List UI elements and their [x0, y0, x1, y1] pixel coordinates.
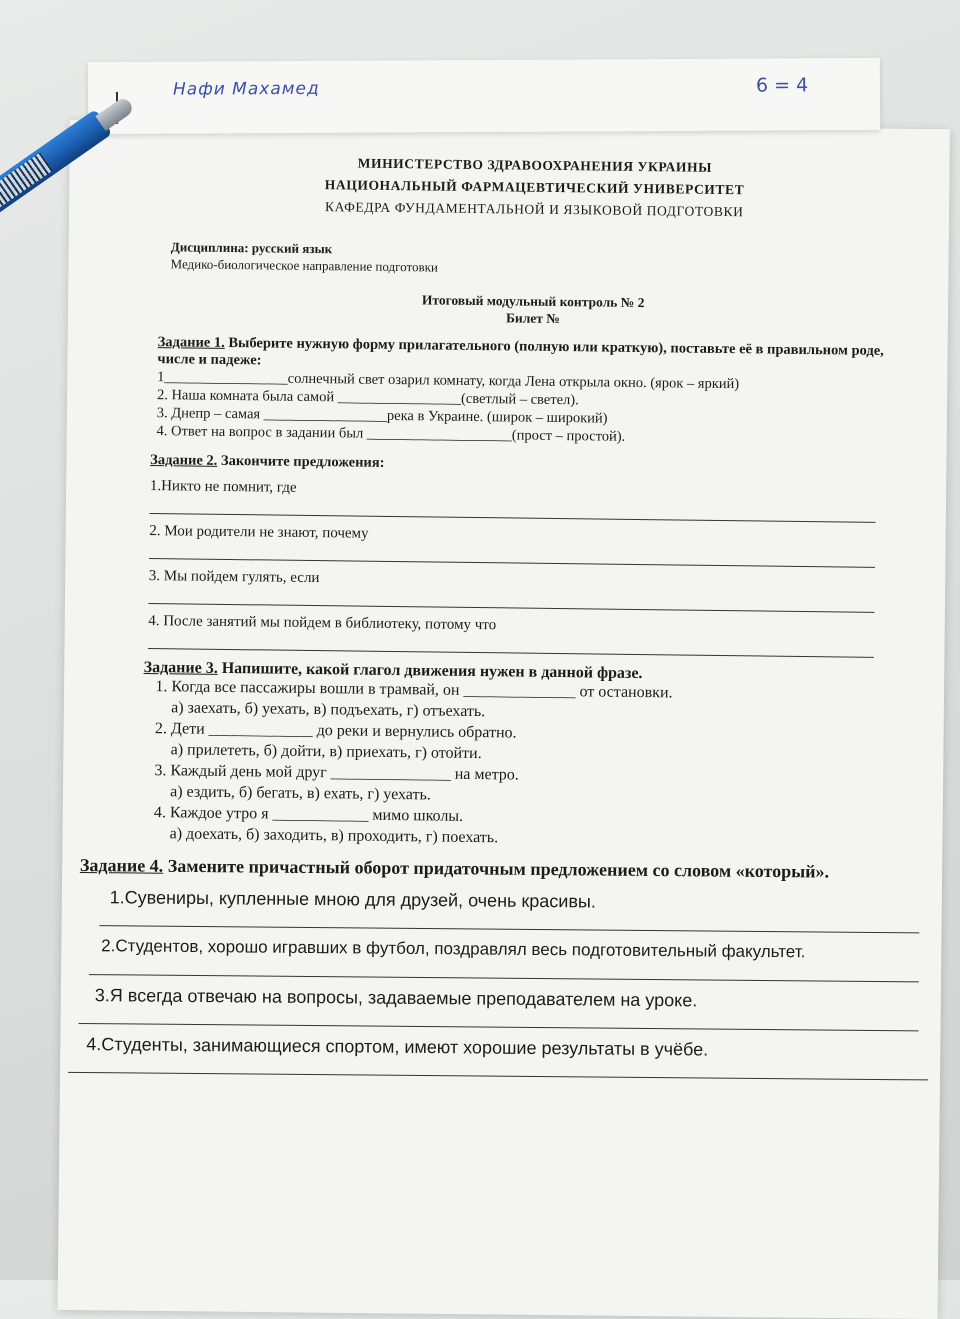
task4-item: 3.Я всегда отвечаю на вопросы, задаваемые преподавателем на уроке. [94, 985, 698, 1011]
task4-num: Задание 4. [79, 854, 164, 876]
grade-note: 6 = 4 [755, 74, 809, 97]
direction-label: Медико-биологическое направление подготовки [170, 256, 439, 275]
task4-item: 1.Сувениры, купленные мною для друзей, очень красивы. [109, 887, 596, 912]
student-name: Нафи Махамед [172, 78, 320, 100]
discipline-label: Дисциплина: русский язык [170, 239, 333, 257]
task1-item: 1_________________солнечный свет озарил комнату, когда Лена открыла окно. (ярок – яркий) [157, 369, 740, 393]
university-title: НАЦИОНАЛЬНЫЙ ФАРМАЦЕВТИЧЕСКИЙ УНИВЕРСИТЕТ [324, 177, 745, 198]
task3-options: а) доехать, б) заходить, в) проходить, г) поехать. [169, 825, 499, 847]
task2-item: 4. После занятий мы пойдем в библиотеку, потому что [148, 613, 497, 634]
task1-item: 2. Наша комната была самой _________________(светлый – светел). [156, 387, 579, 409]
task3-options: а) заехать, б) уехать, в) подъехать, г) отъехать. [171, 699, 486, 721]
ministry-title: МИНИСТЕРСТВО ЗДРАВООХРАНЕНИЯ УКРАИНЫ [357, 155, 713, 175]
task3-question: 4. Каждое утро я ____________ мимо школы. [153, 804, 464, 825]
task4-item: 2.Студентов, хорошо игравших в футбол, поздравлял весь подготовительный факультет. [101, 936, 806, 962]
task3-question: 1. Когда все пассажиры вошли в трамвай, он ______________ от остановки. [155, 678, 673, 702]
task1-item: 4. Ответ на вопрос в задании был ____________________(прост – простой). [156, 423, 626, 445]
pen-tip [95, 96, 135, 131]
task4-text: Замените причастный оборот придаточным предложением со словом «который». [167, 855, 830, 882]
task4 [78, 854, 930, 1080]
task1-item: 3. Днепр – самая _________________река в Украине. (широк – широкий) [156, 405, 608, 427]
task3-options: а) прилететь, б) дойти, в) приехать, г) отойти. [170, 741, 482, 763]
task1-num: Задание 1. [157, 334, 225, 351]
sheet-content [142, 150, 920, 853]
task3-options: а) ездить, б) бегать, в) ехать, г) уехать. [170, 783, 431, 804]
task1 [146, 334, 917, 449]
task2-text: Закончите предложения: [220, 452, 385, 471]
department-title: КАФЕДРА ФУНДАМЕНТАЛЬНОЙ И ЯЗЫКОВОЙ ПОДГОТОВКИ [324, 199, 744, 220]
pen-barcode [0, 152, 53, 222]
task3-text: Напишите, какой глагол движения нужен в данной фразе. [221, 659, 643, 683]
task4-item: 4.Студенты, занимающиеся спортом, имеют хорошие результаты в учёбе. [86, 1034, 709, 1060]
task3-question: 2. Дети _____________ до реки и вернулись обратно. [154, 720, 517, 742]
task2-item: 2. Мои родители не знают, почему [149, 523, 369, 542]
task2-item: 3. Мы пойдем гулять, если [148, 568, 320, 587]
task3 [142, 659, 914, 853]
name-strip [88, 58, 880, 134]
task1-text: Выберите нужную форму прилагательного (полную или краткую), поставьте её в правильном роде, числе и падеже: [157, 334, 884, 369]
task3-num: Задание 3. [143, 658, 218, 677]
discipline-block [149, 238, 919, 281]
control-title: Итоговый модульный контроль № 2 [421, 292, 645, 311]
task3-question: 3. Каждый день мой друг _______________ на метро. [154, 762, 519, 784]
ticket-label: Билет № [505, 310, 560, 327]
task2-item: 1.Никто не помнит, где [149, 478, 297, 496]
task2 [144, 452, 916, 658]
task2-num: Задание 2. [150, 452, 218, 469]
